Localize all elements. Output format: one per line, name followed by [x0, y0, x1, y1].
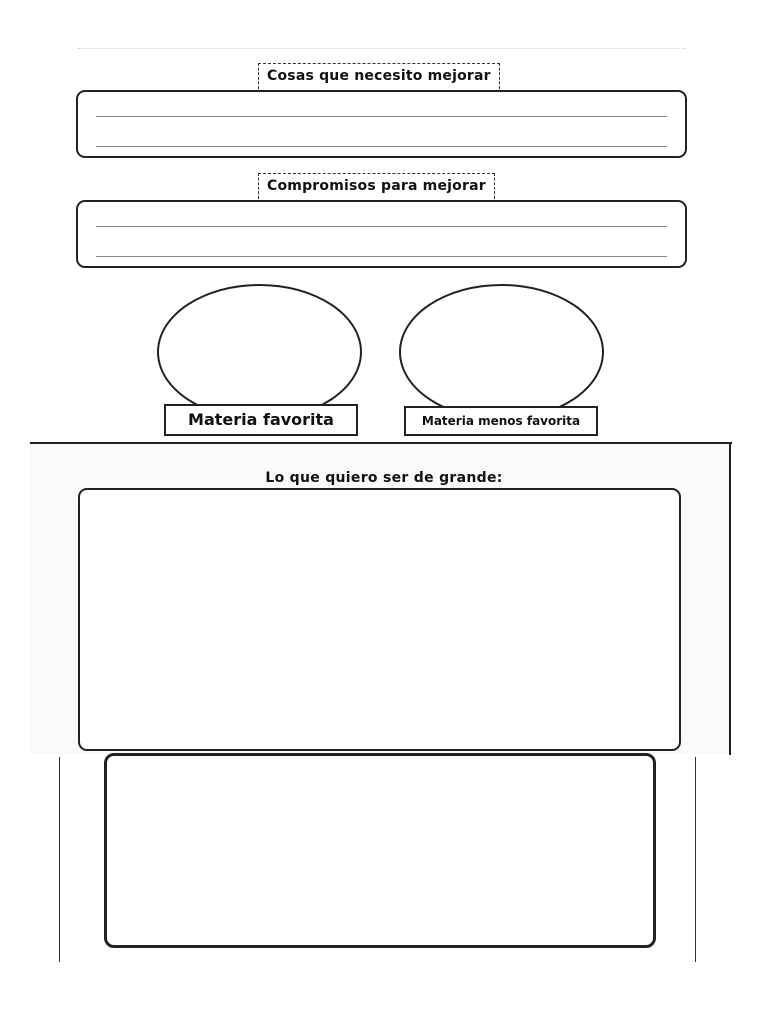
writing-line [96, 226, 667, 227]
commitments-label: Compromisos para mejorar [258, 173, 495, 199]
improve-label: Cosas que necesito mejorar [258, 63, 500, 89]
drawing-box[interactable] [104, 753, 656, 948]
writing-line [96, 116, 667, 117]
favorite-subject-oval[interactable] [157, 284, 362, 420]
section-top-rule [30, 442, 732, 444]
commitments-writing-box[interactable] [76, 200, 687, 268]
least-favorite-subject-label: Materia menos favorita [404, 406, 598, 436]
future-heading: Lo que quiero ser de grande: [265, 470, 503, 486]
writing-line [96, 256, 667, 257]
writing-line [96, 146, 667, 147]
least-favorite-subject-oval[interactable] [399, 284, 604, 420]
favorite-subject-label: Materia favorita [164, 404, 358, 436]
improve-writing-box[interactable] [76, 90, 687, 158]
section-right-rule [729, 442, 731, 755]
future-writing-box[interactable] [78, 488, 681, 751]
top-dotted-divider [78, 48, 686, 49]
page-left-edge [59, 757, 60, 962]
page-right-edge [695, 757, 696, 962]
